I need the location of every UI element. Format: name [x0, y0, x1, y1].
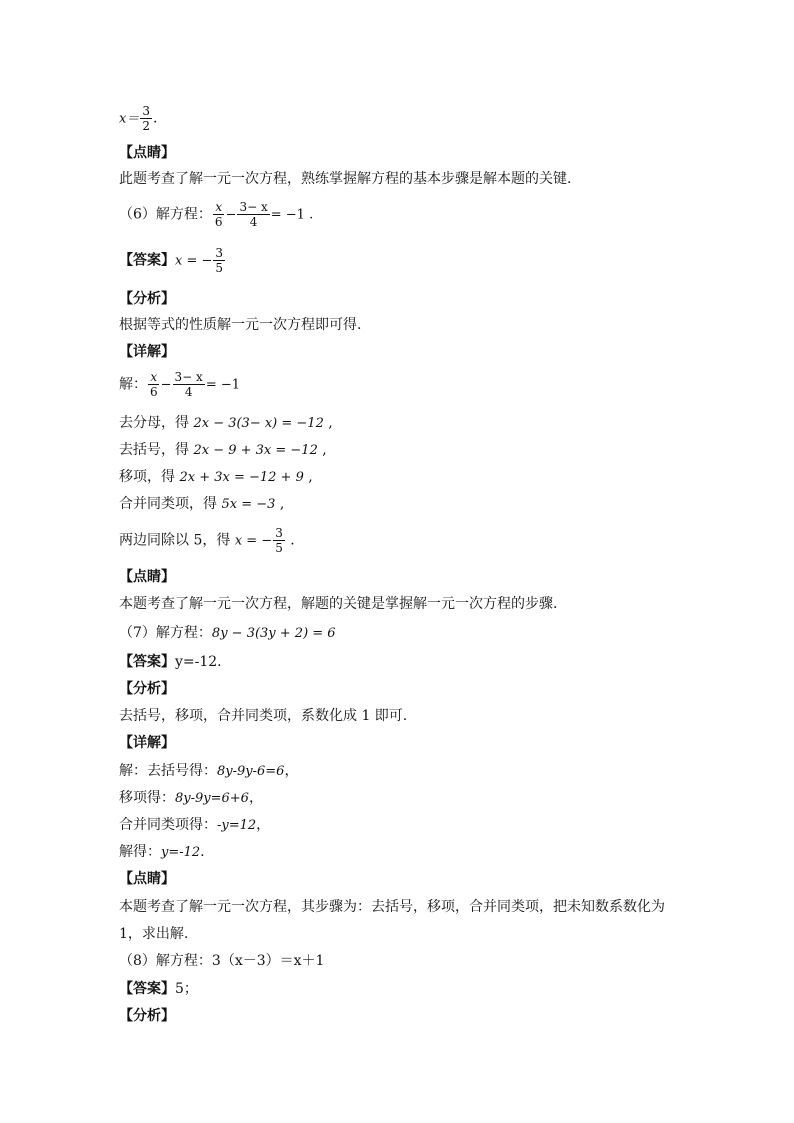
solution-step: 合并同类项，得 5x = −3 , [119, 496, 285, 512]
solution-result-line: x＝ $\frac{3}{2}$ . [119, 104, 158, 133]
problem-6-statement: （6）解方程： $\frac{x}{6}$ − $\frac{3- x}{4}$ = −1 . [119, 200, 314, 229]
section-tag-comment: 【点睛】 [119, 871, 175, 887]
section-tag-detail: 【详解】 [119, 344, 175, 360]
section-tag-analysis: 【分析】 [119, 681, 175, 697]
paragraph-text: 1，求出解. [119, 926, 189, 942]
section-tag-analysis: 【分析】 [119, 291, 175, 307]
answer-line: 【答案】x = − $\frac{3}{5}$ [119, 246, 224, 275]
solution-step: 移项，得 2x + 3x = −12 + 9 , [119, 469, 313, 485]
solution-step: 两边同除以 5，得 x = − $\frac{3}{5}$ . [119, 526, 295, 555]
fraction: $\frac{3}{5}$ [275, 526, 283, 555]
section-tag-analysis: 【分析】 [119, 1008, 175, 1024]
paragraph-text: 去括号，移项，合并同类项，系数化成 1 即可. [119, 708, 408, 724]
solution-step: 解得：y=-12. [119, 844, 205, 860]
solution-step: 去括号，得 2x − 9 + 3x = −12 , [119, 442, 327, 458]
section-tag-answer: 【答案】 [119, 981, 175, 997]
problem-8-statement: （8）解方程：3（x－3）＝x＋1 [119, 953, 325, 969]
section-tag-answer: 【答案】 [119, 252, 175, 269]
solution-step: 解：去括号得：8y-9y-6=6， [119, 763, 299, 779]
paragraph-text: 根据等式的性质解一元一次方程即可得. [119, 317, 362, 333]
problem-7-statement: （7）解方程：8y − 3(3y + 2) = 6 [119, 625, 336, 641]
solution-step: 合并同类项得：-y=12， [119, 817, 271, 833]
solution-step: 去分母，得 2x − 3(3− x) = −12 , [119, 415, 333, 431]
section-tag-comment: 【点睛】 [119, 569, 175, 585]
answer-line: 【答案】y=-12. [119, 654, 222, 670]
paragraph-text: 本题考查了解一元一次方程，解题的关键是掌握解一元一次方程的步骤. [119, 596, 558, 612]
fraction: $\frac{3}{2}$ [142, 104, 150, 133]
fraction: $\frac{3- x}{4}$ [239, 200, 268, 229]
fraction: $\frac{x}{6}$ [214, 200, 223, 229]
fraction: $\frac{3}{5}$ [215, 246, 224, 275]
section-tag-comment: 【点睛】 [119, 145, 175, 161]
math-expression: x＝ [119, 111, 140, 127]
section-tag-detail: 【详解】 [119, 735, 175, 751]
section-tag-answer: 【答案】 [119, 654, 175, 670]
solution-step: 移项得：8y-9y=6+6， [119, 790, 263, 806]
paragraph-text: 此题考查了解一元一次方程，熟练掌握解方程的基本步骤是解本题的关键. [119, 171, 572, 187]
fraction: $\frac{3- x}{4}$ [174, 370, 203, 399]
fraction: $\frac{x}{6}$ [150, 370, 158, 399]
paragraph-text: 本题考查了解一元一次方程，其步骤为：去括号，移项，合并同类项，把未知数系数化为 [119, 899, 665, 915]
answer-line: 【答案】5； [119, 981, 198, 997]
solution-start-line: 解： $\frac{x}{6}$ − $\frac{3- x}{4}$ = −1 [119, 370, 241, 399]
